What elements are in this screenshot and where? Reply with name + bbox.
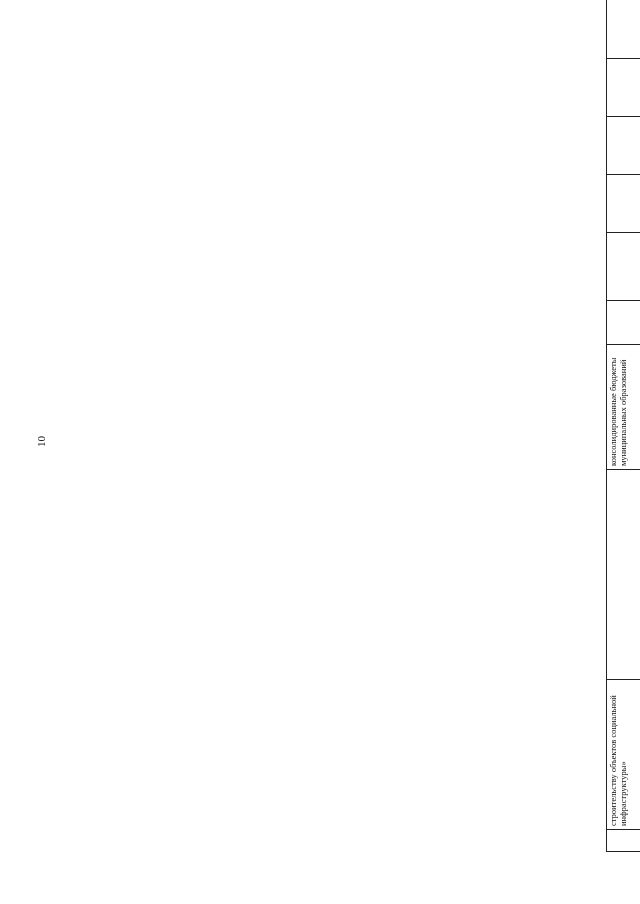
table1-value: [607, 117, 640, 175]
table1-value: [607, 233, 640, 301]
rotated-page-content: [598, 32, 640, 862]
funding-table-continuation: [606, 0, 640, 852]
table1-value: [607, 175, 640, 233]
table1-empty-col: [607, 830, 640, 852]
page-number: 10: [36, 436, 48, 447]
table1-value: [607, 59, 640, 117]
table1-empty-cell: [607, 301, 640, 345]
table1-value: [607, 0, 640, 59]
table1-program-cell: строительству объектов социальной инфраструктуры»: [607, 680, 640, 830]
table1-responsible-cell: [607, 470, 640, 680]
table1-source-cell: консолидированные бюджеты муниципальных образований: [607, 345, 640, 470]
